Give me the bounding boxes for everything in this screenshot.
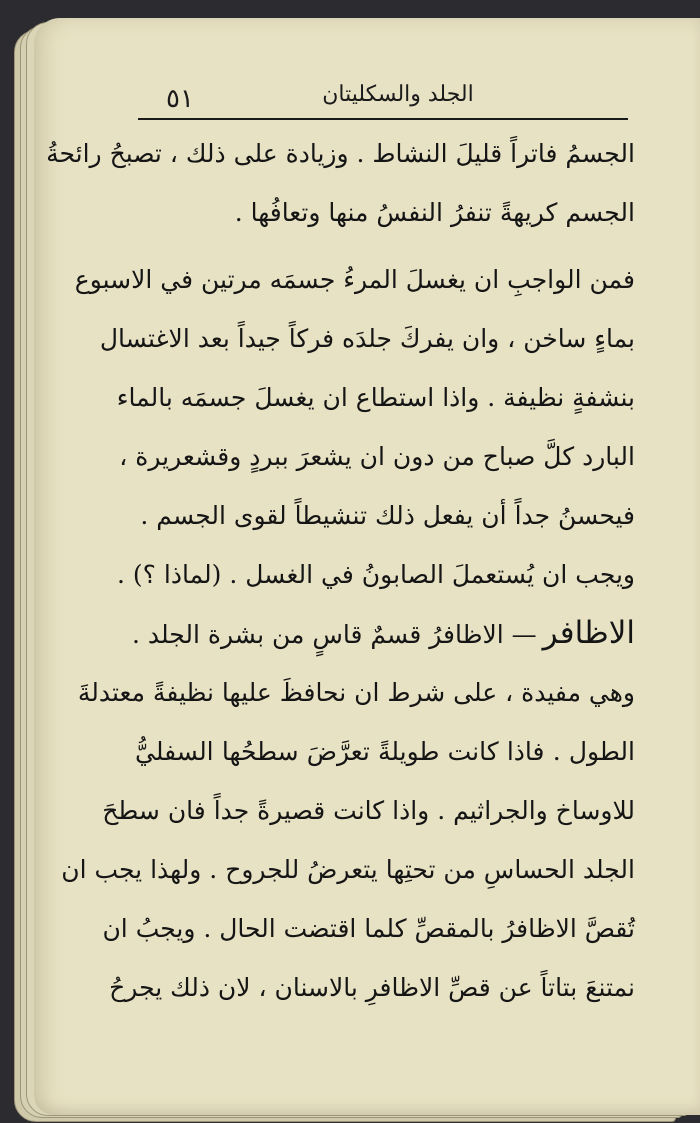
text-line-rest: — الاظافرُ قسمٌ قاسٍ من بشرة الجلد . (131, 620, 537, 649)
text-line: الجسم كريهةً تنفرُ النفسُ منها وتعافُها . (234, 198, 635, 227)
running-title: الجلد والسكليتان (322, 82, 474, 107)
text-line: الطول . فاذا كانت طويلةً تعرَّضَ سطحُها السفليُّ (135, 737, 635, 766)
text-line: فمن الواجبِ ان يغسلَ المرءُ جسمَه مرتين في الاسبوع (74, 265, 635, 294)
paragraph (61, 604, 635, 1017)
text-line: البارد كلَّ صباح من دون ان يشعرَ ببردٍ وقشعريرة ، (119, 442, 635, 471)
text-line: نمتنعَ بتاتاً عن قصِّ الاظافرِ بالاسنان ، لان ذلك يجرحُ (109, 973, 635, 1002)
text-line: بنشفةٍ نظيفة . واذا استطاع ان يغسلَ جسمَه بالماء (116, 383, 635, 412)
text-line: الجلد الحساسِ من تحتِها يتعرضُ للجروح . ولهذا يجب ان (61, 855, 635, 884)
text-line: وهي مفيدة ، على شرط ان نحافظَ عليها نظيفةً معتدلةَ (77, 678, 635, 707)
page-number: ٥١ (166, 84, 194, 114)
page-body-text (46, 124, 635, 1017)
page-header (138, 78, 628, 120)
paragraph (74, 250, 635, 545)
text-line (131, 604, 635, 663)
text-line: تُقصَّ الاظافرُ بالمقصِّ كلما اقتضت الحال . ويجبُ ان (102, 914, 635, 943)
text-line: فيحسنُ جداً أن يفعل ذلك تنشيطاً لقوى الجسم . (140, 501, 635, 530)
text-line: للاوساخ والجراثيم . واذا كانت قصيرةً جداً فان سطحَ (102, 796, 635, 825)
text-line: الجسمُ فاتراً قليلَ النشاط . وزيادة على ذلك ، تصبحُ رائحةُ (46, 139, 635, 168)
paragraph (46, 124, 635, 242)
text-line: بماءٍ ساخن ، وان يفركَ جلدَه فركاً جيداً بعد الاغتسال (99, 324, 635, 353)
text-line: ويجب ان يُستعملَ الصابونُ في الغسل . (لماذا ؟) . (117, 560, 635, 589)
paragraph (117, 545, 635, 604)
section-heading: الاظافر (542, 615, 635, 651)
